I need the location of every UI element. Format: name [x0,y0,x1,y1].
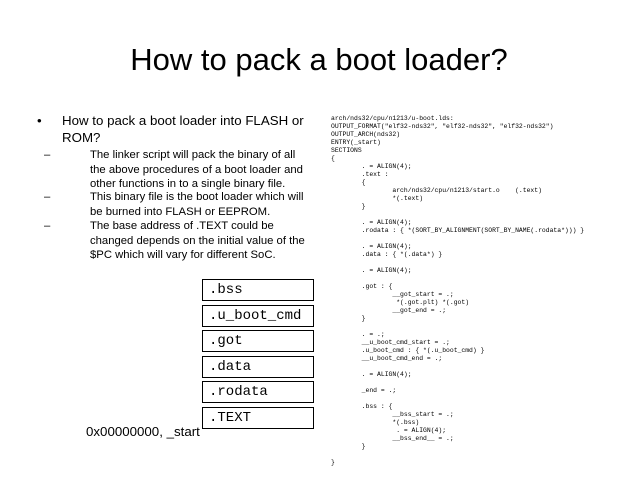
code-line: __bss_end__ = .; [331,435,454,442]
code-line: __bss_start = .; [331,411,454,418]
code-line: . = .; [331,331,385,338]
base-address-label: 0x00000000, _start [86,424,200,439]
segment-rodata: .rodata [202,381,314,403]
code-line: .u_boot_cmd : { *(.u_boot_cmd) } [331,347,485,354]
code-line [331,451,631,459]
code-line [331,323,631,331]
code-line [331,259,631,267]
code-line: __got_start = .; [331,291,454,298]
code-line: . = ALIGN(4); [331,219,412,226]
segment-data: .data [202,356,314,378]
sub-bullet-marker: – [44,220,51,232]
sub-bullet-marker: – [44,191,51,203]
code-line [331,395,631,403]
code-line: } [331,203,366,210]
code-line: } [331,315,366,322]
code-line: __u_boot_cmd_end = .; [331,355,443,362]
code-line: { [331,155,335,162]
code-line [331,379,631,387]
linker-script-code [331,115,631,467]
code-line: _end = .; [331,387,397,394]
code-line: . = ALIGN(4); [331,371,412,378]
code-line: . = ALIGN(4); [331,427,447,434]
code-line: . = ALIGN(4); [331,163,412,170]
code-line: } [331,459,335,466]
code-line: . = ALIGN(4); [331,243,412,250]
memory-map [202,279,314,432]
segment-u-boot-cmd: .u_boot_cmd [202,305,314,327]
code-line [331,235,631,243]
sub-bullet-text: The base address of .TEXT could be changed depends on the initial value of the $PC which will vary for different SoC. [90,220,305,261]
code-line: } [331,443,366,450]
code-line: *(.bss) [331,419,420,426]
code-line: ENTRY(_start) [331,139,381,146]
segment-text: .TEXT [202,407,314,429]
code-line: .rodata : { *(SORT_BY_ALIGNMENT(SORT_BY_NAME(.rodata*))) } [331,227,585,234]
code-line: __u_boot_cmd_start = .; [331,339,450,346]
code-line: SECTIONS [331,147,362,154]
code-line: .data : { *(.data*) } [331,251,443,258]
segment-got: .got [202,330,314,352]
code-line: __got_end = .; [331,307,447,314]
code-line: { [331,179,366,186]
code-line: *(.text) [331,195,424,202]
sub-bullet-text: The linker script will pack the binary of all the above procedures of a boot loader and other functions in to a single binary file. [90,149,303,190]
code-line [331,275,631,283]
code-line: .text : [331,171,389,178]
main-bullet-text: How to pack a boot loader into FLASH or ROM? [62,113,304,145]
code-line [331,363,631,371]
segment-bss: .bss [202,279,314,301]
bullet-marker: • [37,113,42,128]
code-line: .got : { [331,283,393,290]
code-line: . = ALIGN(4); [331,267,412,274]
slide-title: How to pack a boot loader? [130,42,508,77]
code-line: arch/nds32/cpu/n1213/start.o (.text) [331,187,542,194]
code-line: .bss : { [331,403,393,410]
code-line: *(.got.plt) *(.got) [331,299,470,306]
code-line: OUTPUT_FORMAT("elf32-nds32", "elf32-nds32", "elf32-nds32") [331,123,554,130]
sub-bullet-text: This binary file is the boot loader which will be burned into FLASH or EEPROM. [90,191,304,218]
code-line: arch/nds32/cpu/n1213/u-boot.lds: [331,115,454,122]
code-line [331,211,631,219]
code-line: OUTPUT_ARCH(nds32) [331,131,401,138]
sub-bullet-marker: – [44,149,51,161]
